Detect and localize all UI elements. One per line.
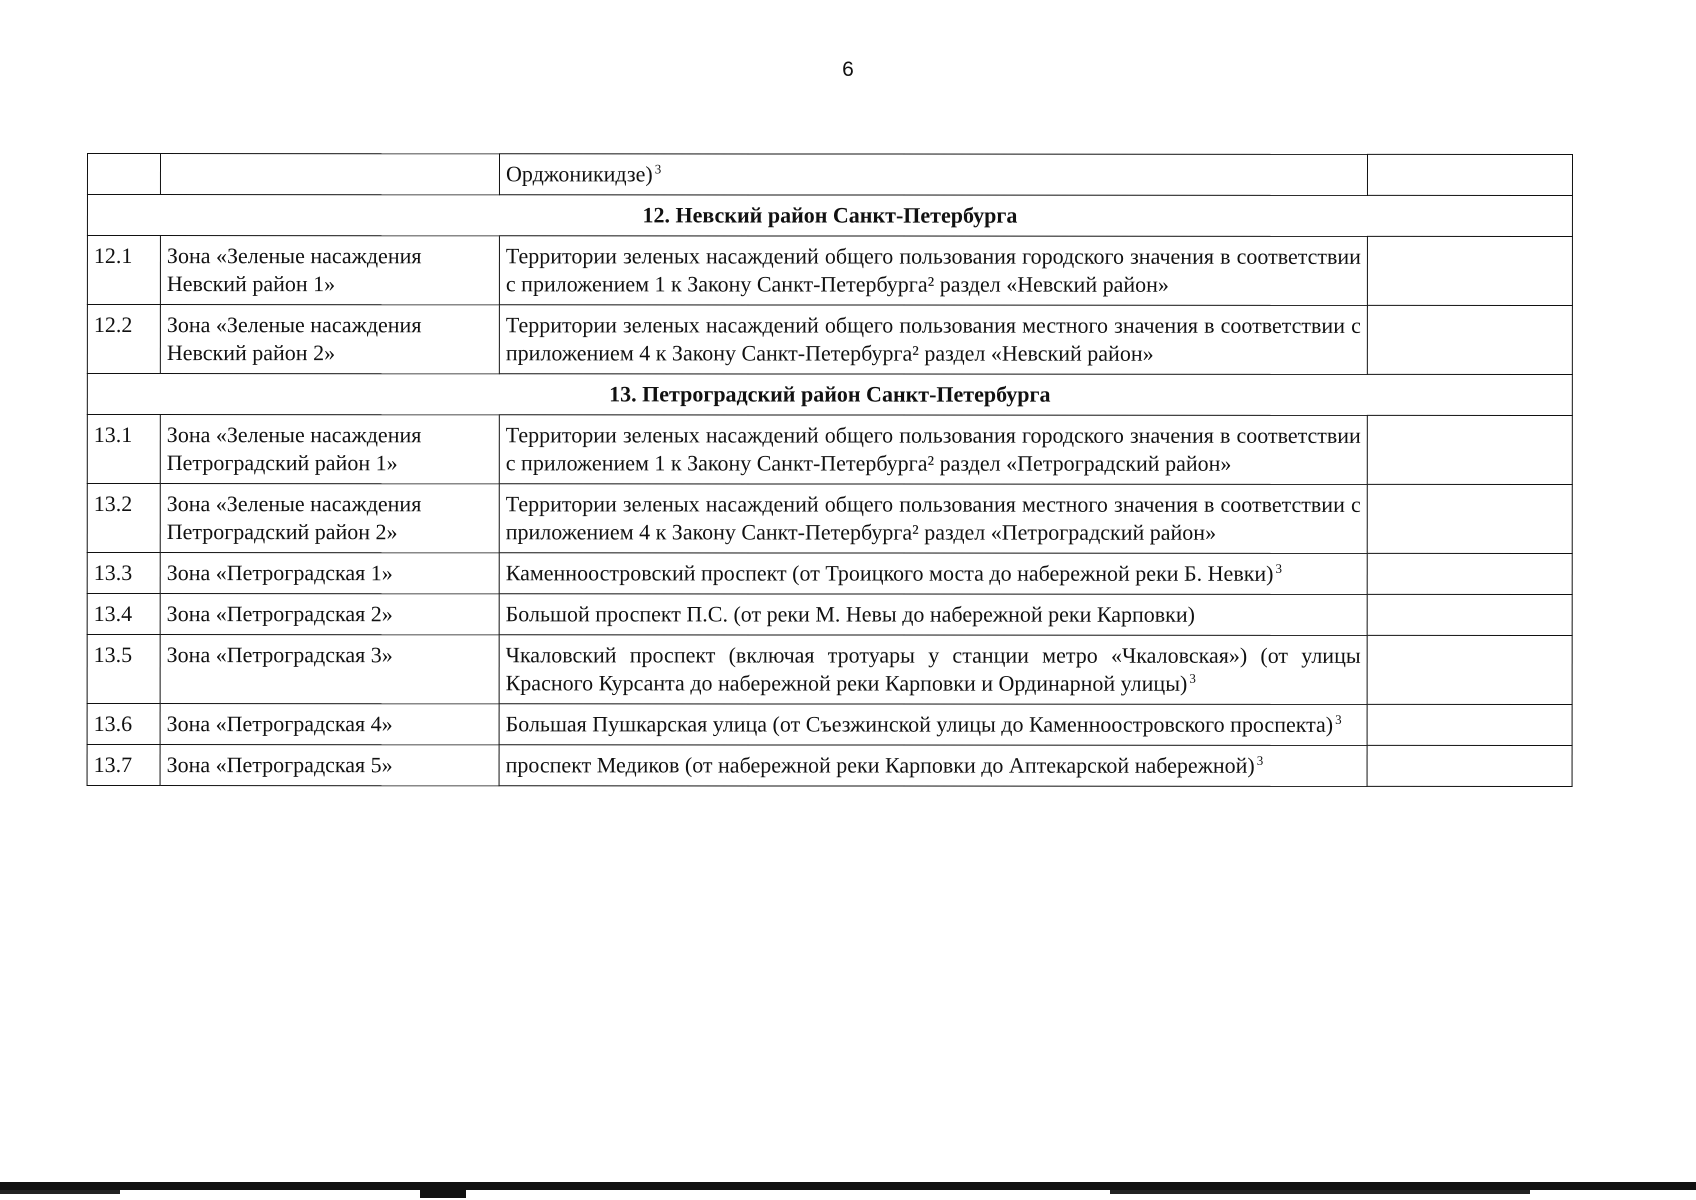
footnote-ref: 3 <box>654 161 662 177</box>
empty-cell <box>1367 236 1572 305</box>
zone-description: Большая Пушкарская улица (от Съезжинской улицы до Каменноостровского проспекта) $^3$ <box>499 704 1367 746</box>
row-number: 13.2 <box>87 484 160 553</box>
zone-name: Зона «Петроградская 1» <box>160 553 499 594</box>
footnote-ref: 3 <box>1189 670 1196 686</box>
empty-cell <box>1367 594 1572 635</box>
zone-name: Зона «Зеленые насаждения Невский район 2» <box>160 305 499 374</box>
row-number: 13.7 <box>87 745 160 786</box>
zone-description: Большой проспект П.С. (от реки М. Невы до набережной реки Карповки) <box>499 594 1367 636</box>
empty-cell <box>1367 635 1572 704</box>
scan-artifact <box>1110 1190 1530 1194</box>
row-number: 13.5 <box>87 635 160 704</box>
table-row <box>87 635 1572 705</box>
zone-description: Территории зеленых насаждений общего пользования городского значения в соответствии с приложением 1 к Закону Санкт-Петербурга² раздел «Петроградский район» <box>499 415 1367 485</box>
footnote-ref: 3 <box>1275 560 1283 576</box>
table-row <box>87 704 1572 746</box>
table-row <box>87 415 1572 485</box>
zone-name: Зона «Зеленые насаждения Петроградский район 1» <box>160 415 499 484</box>
scan-artifact <box>0 1190 120 1194</box>
empty-cell <box>1367 484 1572 553</box>
row-number: 12.2 <box>87 305 160 374</box>
empty-cell <box>1367 704 1572 745</box>
row-number: 13.6 <box>87 704 160 745</box>
zone-description: проспект Медиков (от набережной реки Карповки до Аптекарской набережной) $^3$ <box>499 745 1367 787</box>
scan-artifact <box>420 1188 466 1198</box>
scan-edge-bar <box>0 1178 1696 1200</box>
page-number: 6 <box>842 58 854 81</box>
row-number: 13.4 <box>87 594 160 635</box>
zone-name: Зона «Зеленые насаждения Невский район 1» <box>160 236 499 305</box>
zone-name: Зона «Петроградская 3» <box>160 635 499 704</box>
zones-table <box>87 153 1573 787</box>
empty-cell <box>1367 154 1572 195</box>
footnote-ref: 3 <box>1256 752 1264 768</box>
row-number <box>87 154 160 195</box>
empty-cell <box>1367 745 1572 786</box>
table-row <box>87 236 1572 306</box>
zone-description: Территории зеленых насаждений общего пользования городского значения в соответствии с приложением 1 к Закону Санкт-Петербурга² раздел «Невский район» <box>499 236 1367 306</box>
section-heading-row <box>87 374 1572 416</box>
section-heading: 12. Невский район Санкт-Петербурга <box>87 195 1572 237</box>
table-row <box>87 305 1572 375</box>
table-row <box>87 484 1572 554</box>
zone-name: Зона «Петроградская 2» <box>160 594 499 635</box>
table-row <box>87 594 1572 636</box>
zone-description: Территории зеленых насаждений общего пользования местного значения в соответствии с приложением 4 к Закону Санкт-Петербурга² раздел «Невский район» <box>499 305 1367 375</box>
table-row <box>87 745 1572 787</box>
zone-description: Чкаловский проспект (включая тротуары у станции метро «Чкаловская») (от улицы Красного Курсанта до набережной реки Карповки и Ординарной улицы) $^3$ <box>499 635 1367 705</box>
footnote-ref: 3 <box>1335 711 1342 727</box>
zone-name: Зона «Петроградская 5» <box>160 745 499 786</box>
row-number: 13.3 <box>87 553 160 594</box>
empty-cell <box>1367 305 1572 374</box>
empty-cell <box>1367 415 1572 484</box>
row-number: 13.1 <box>87 415 160 484</box>
table-row <box>87 154 1572 196</box>
zone-description: Орджоникидзе) $^3$ <box>499 154 1367 196</box>
zone-description: Территории зеленых насаждений общего пользования местного значения в соответствии с приложением 4 к Закону Санкт-Петербурга² раздел «Петроградский район» <box>499 484 1367 554</box>
zone-name: Зона «Зеленые насаждения Петроградский район 2» <box>160 484 499 553</box>
section-heading-row <box>87 195 1572 237</box>
zone-name <box>160 154 499 195</box>
row-number: 12.1 <box>87 236 160 305</box>
table-row <box>87 553 1572 595</box>
section-heading: 13. Петроградский район Санкт-Петербурга <box>87 374 1572 416</box>
empty-cell <box>1367 553 1572 594</box>
zone-name: Зона «Петроградская 4» <box>160 704 499 745</box>
zone-description: Каменноостровский проспект (от Троицкого моста до набережной реки Б. Невки) $^3$ <box>499 553 1367 595</box>
scan-edge-line <box>0 1182 1696 1190</box>
